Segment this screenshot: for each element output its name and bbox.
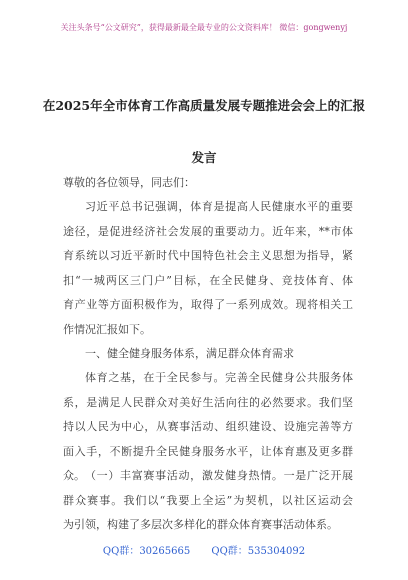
paragraph-3	[63, 464, 353, 538]
salutation: 尊敬的各位领导，同志们：	[63, 176, 195, 189]
paragraph-3-line: 为引领，构建了多层次多样化的群众体育赛事活动体系。	[63, 518, 338, 531]
paragraph-1-line: 作情况汇报如下。	[63, 322, 151, 336]
paragraph-2-line: 持以人民为中心，从赛事活动、组织建设、设施完善等方	[63, 420, 353, 433]
paragraph-1	[63, 195, 353, 342]
paragraph-1-line: 扣“一城两区三门户”目标，在全民健身、竞技体育、体	[63, 273, 353, 287]
paragraph-3-line: 群众赛事。我们以“我要上全运”为契机，以社区运动会	[63, 493, 353, 507]
paragraph-2-line: 体育之基，在于全民参与。完善全民健身公共服务体	[85, 371, 353, 384]
paragraph-1-line: 途径，是促进经济社会发展的重要动力。近年来，**市体	[63, 224, 353, 238]
footer-qq-group-1: QQ群：30265665	[102, 546, 191, 557]
document-title: 在2025年全市体育工作高质量发展专题推进会会上的汇报	[42, 98, 366, 113]
footer-qq-group-2: QQ群：535304092	[211, 546, 306, 557]
header-banner: 关注头条号“公文研究”，获得最新最全最专业的公文资料库！ 微信：gongwenyj	[60, 23, 348, 32]
paragraph-1-line: 习近平总书记强调，体育是提高人民健康水平的重要	[85, 200, 353, 213]
paragraph-1-line: 育系统以习近平新时代中国特色社会主义思想为指导，紧	[63, 249, 353, 262]
document-title-continued: 发言	[191, 150, 217, 165]
footer-contacts	[0, 542, 408, 557]
salutation-block	[63, 171, 353, 196]
paragraph-1-line: 育产业等方面积极作为，取得了一系列成效。现将相关工	[63, 298, 353, 311]
paragraph-2-line: 众。	[63, 469, 85, 482]
paragraph-2-line: 面入手，不断提升全民健身服务水平，让体育惠及更多群	[63, 444, 353, 458]
section-heading-1: 一、健全健身服务体系，满足群众体育需求	[85, 347, 294, 360]
paragraph-3-line: （一）丰富赛事活动，激发健身热情。一是广泛开展	[85, 469, 353, 482]
paragraph-2-line: 系，是满足人民群众对美好生活向往的必然要求。我们坚	[63, 395, 353, 409]
section-heading-block	[63, 342, 353, 367]
